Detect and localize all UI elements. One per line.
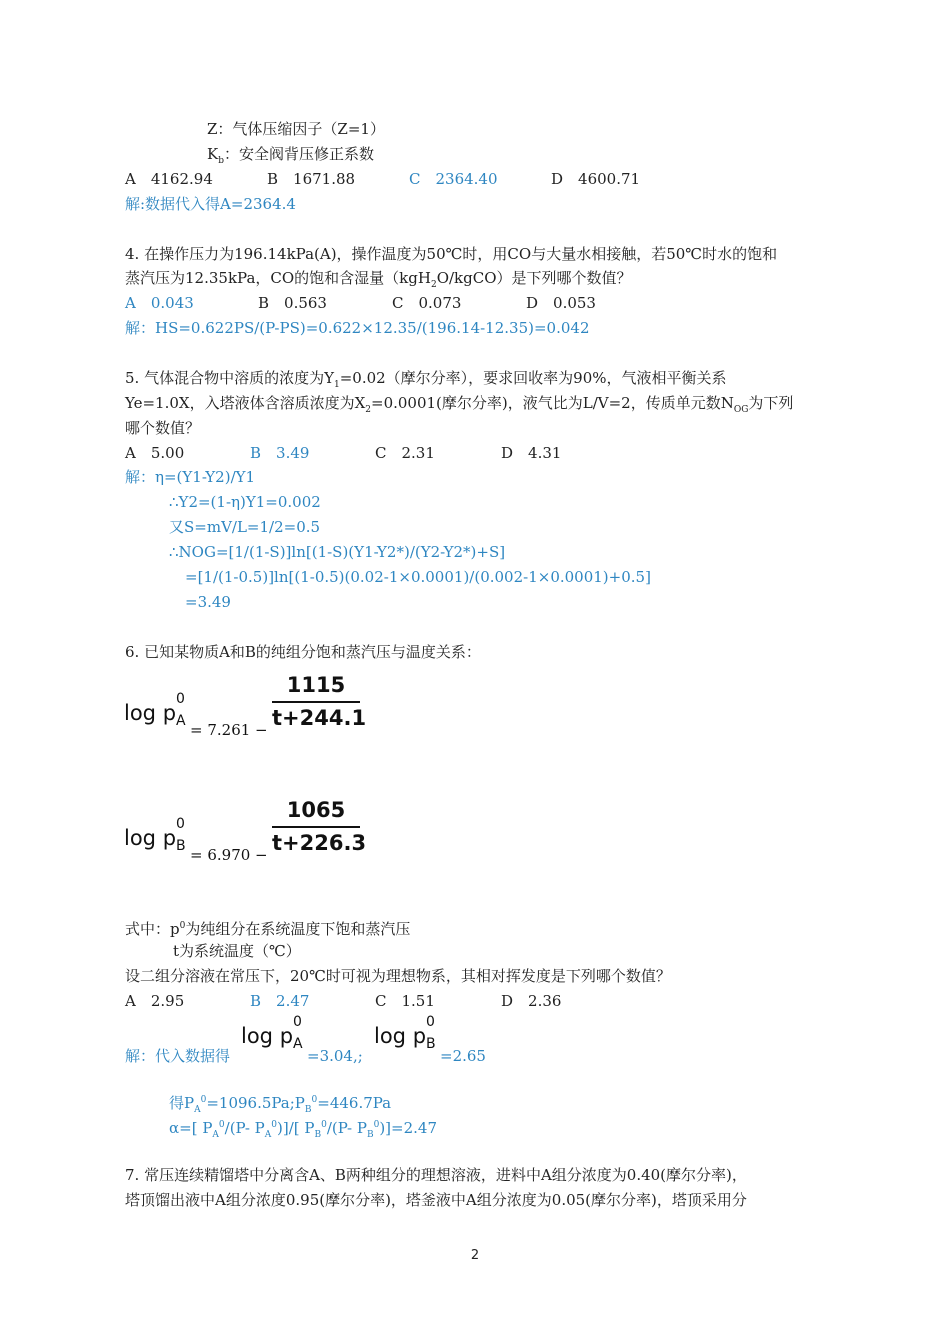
q6-line1: 6. 已知某物质A和B的纯组分饱和蒸汽压与温度关系： bbox=[125, 643, 481, 661]
q6-where-1: 式中：$p^0$为纯组分在系统温度下饱和蒸汽压 bbox=[125, 920, 411, 938]
prev-option-c: C 2364.40 bbox=[409, 170, 498, 188]
q5-line3: 哪个数值？ bbox=[125, 419, 201, 437]
q6-solution-b: =2.65 bbox=[440, 1047, 486, 1065]
q5-solution-3: 又S=mV/L=1/2=0.5 bbox=[169, 518, 321, 536]
q4-option-d: D 0.053 bbox=[526, 294, 596, 312]
q6-option-b: B 2.47 bbox=[250, 992, 310, 1010]
prev-option-d: D 4600.71 bbox=[551, 170, 641, 188]
q6-solution-3: α=[ $P_A^0/(P-$ $P_A^0)]/$[ $P_B^0/(P-$ $P_B^0)]=2.47$ bbox=[169, 1119, 437, 1140]
q5-solution-2: ∴Y2=(1-η)Y1=0.002 bbox=[169, 493, 321, 511]
kb-factor-line: $K_b$：安全阀背压修正系数 bbox=[207, 145, 374, 166]
q5-line2: Ye=1.0X，入塔液体含溶质浓度为$X_2=0.0001$(摩尔分率)，液气比为L/V=2，传质单元数$N_{OG}$为下列 bbox=[125, 394, 794, 415]
page-number: 2 bbox=[470, 1248, 480, 1263]
q5-option-b: B 3.49 bbox=[250, 444, 310, 462]
q4-option-a: A 0.043 bbox=[125, 294, 194, 312]
q5-option-c: C 2.31 bbox=[375, 444, 435, 462]
prev-answer: 解:数据代入得A=2364.4 bbox=[125, 195, 296, 213]
q5-solution-4: ∴NOG=[1/(1-S)]ln[(1-S)(Y1-Y2*)/(Y2-Y2*)+S] bbox=[169, 543, 506, 561]
z-factor-line: Z：气体压缩因子（Z=1） bbox=[207, 120, 385, 138]
q6-solution-2: 得$P_A^0=1096.5Pa;P_B^0=446.7Pa$ bbox=[169, 1094, 392, 1115]
q6-option-c: C 1.51 bbox=[375, 992, 435, 1010]
q5-solution-1: 解：η=(Y1-Y2)/Y1 bbox=[125, 468, 256, 486]
q6-solution-pre: 解：代入数据得 bbox=[125, 1047, 231, 1065]
prev-option-b: B 1671.88 bbox=[267, 170, 356, 188]
q4-option-b: B 0.563 bbox=[258, 294, 327, 312]
q6-question: 设二组分溶液在常压下，20℃时可视为理想物系，其相对挥发度是下列哪个数值？ bbox=[125, 967, 671, 985]
solution-log-pa: log p 0 A bbox=[241, 1014, 303, 1052]
q5-solution-6: =3.49 bbox=[185, 593, 231, 611]
q7-line1: 7. 常压连续精馏塔中分离含A、B两种组分的理想溶液，进料中A组分浓度为0.40(摩尔分率)， bbox=[125, 1166, 747, 1184]
prev-option-a: A 4162.94 bbox=[125, 170, 213, 188]
q4-answer: 解：HS=0.622PS/(P-PS)=0.622×12.35/(196.14-12.35)=0.042 bbox=[125, 319, 590, 337]
q5-line1: 5. 气体混合物中溶质的浓度为$Y_1=0.02$（摩尔分率），要求回收率为90%，气液相平衡关系 bbox=[125, 369, 727, 390]
q6-option-a: A 2.95 bbox=[125, 992, 185, 1010]
q6-option-d: D 2.36 bbox=[501, 992, 562, 1010]
q5-solution-5: =[1/(1-0.5)]ln[(1-0.5)(0.02-1×0.0001)/(0.002-1×0.0001)+0.5] bbox=[185, 568, 651, 586]
q5-option-a: A 5.00 bbox=[125, 444, 185, 462]
q5-option-d: D 4.31 bbox=[501, 444, 562, 462]
q4-line2: 蒸汽压为12.35kPa，CO的饱和含湿量（kgH$_2$O/kgCO）是下列哪个数值？ bbox=[125, 269, 632, 290]
q4-line1: 4. 在操作压力为196.14kPa(A)，操作温度为50℃时，用CO与大量水相接触，若50℃时水的饱和 bbox=[125, 245, 778, 263]
q4-option-c: C 0.073 bbox=[392, 294, 462, 312]
q7-line2: 塔顶馏出液中A组分浓度0.95(摩尔分率)，塔釜液中A组分浓度为0.05(摩尔分率)，塔顶采用分 bbox=[125, 1191, 747, 1209]
solution-log-pb: log p 0 B bbox=[374, 1014, 436, 1052]
q6-solution-a: =3.04,; bbox=[307, 1047, 363, 1065]
q6-where-2: t为系统温度（℃） bbox=[173, 942, 301, 960]
